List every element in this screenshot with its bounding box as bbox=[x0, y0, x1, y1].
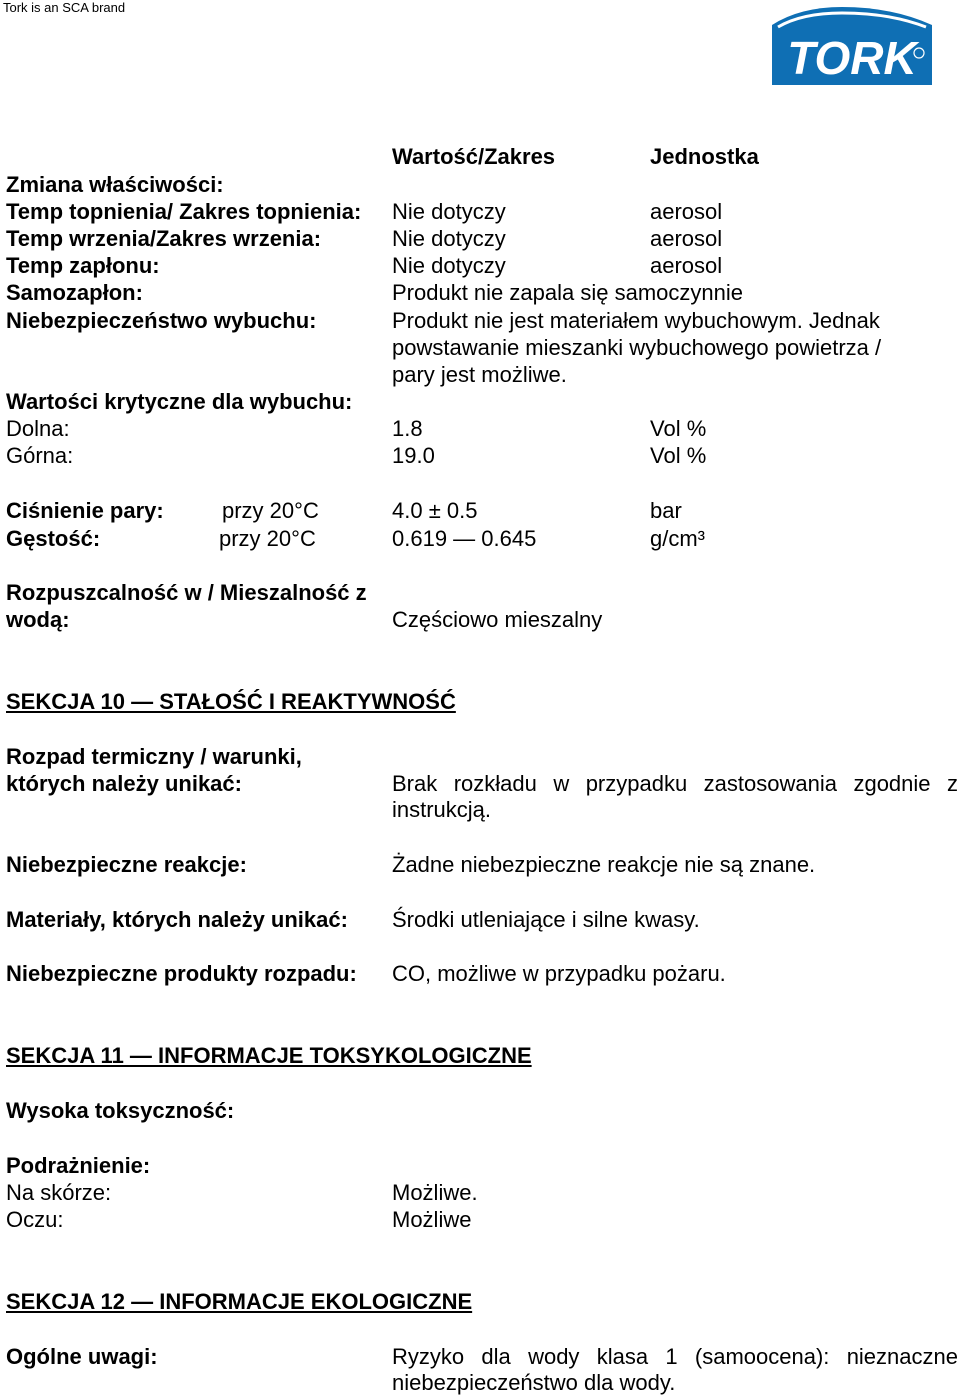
explosion-value-line1: Produkt nie jest materiałem wybuchowym. Jednak bbox=[392, 308, 880, 333]
upper-label: Górna: bbox=[6, 443, 74, 468]
boiling-value: Nie dotyczy bbox=[392, 226, 506, 251]
acute-toxicity-label: Wysoka toksyczność: bbox=[6, 1098, 235, 1123]
tork-logo bbox=[772, 3, 932, 90]
vapor-condition: przy 20°C bbox=[222, 498, 319, 523]
section12-title: SEKCJA 12 — INFORMACJE EKOLOGICZNE bbox=[6, 1289, 473, 1314]
density-condition: przy 20°C bbox=[219, 526, 316, 551]
flash-value: Nie dotyczy bbox=[392, 253, 506, 278]
melting-label: Temp topnienia/ Zakres topnienia: bbox=[6, 199, 362, 224]
explosion-label: Niebezpieczeństwo wybuchu: bbox=[6, 308, 317, 333]
materials-value: Środki utleniające i silne kwasy. bbox=[392, 907, 700, 932]
density-value: 0.619 — 0.645 bbox=[392, 526, 537, 551]
solubility-label-line2: wodą: bbox=[6, 607, 70, 632]
autoignition-value: Produkt nie zapala się samoczynnie bbox=[392, 280, 743, 305]
general-remarks-label: Ogólne uwagi: bbox=[6, 1344, 158, 1369]
materials-label: Materiały, których należy unikać: bbox=[6, 907, 348, 932]
explosion-value-line3: pary jest możliwe. bbox=[392, 362, 567, 387]
properties-title: Zmiana właściwości: bbox=[6, 172, 224, 197]
products-value: CO, możliwe w przypadku pożaru. bbox=[392, 961, 726, 986]
section11-title: SEKCJA 11 — INFORMACJE TOKSYKOLOGICZNE bbox=[6, 1043, 532, 1068]
flash-unit: aerosol bbox=[650, 253, 723, 278]
general-remarks-value: Ryzyko dla wody klasa 1 (samoocena): nieznaczne niebezpieczeństwo dla wody. bbox=[392, 1344, 958, 1395]
density-unit: g/cm³ bbox=[650, 526, 705, 551]
vapor-value: 4.0 ± 0.5 bbox=[392, 498, 478, 523]
vapor-unit: bar bbox=[650, 498, 682, 523]
critical-label: Wartości krytyczne dla wybuchu: bbox=[6, 389, 353, 414]
vapor-label: Ciśnienie pary: bbox=[6, 498, 164, 523]
reactions-label: Niebezpieczne reakcje: bbox=[6, 852, 247, 877]
boiling-unit: aerosol bbox=[650, 226, 723, 251]
irritation-label: Podrażnienie: bbox=[6, 1153, 151, 1178]
lower-value: 1.8 bbox=[392, 416, 423, 441]
upper-unit: Vol % bbox=[650, 443, 707, 468]
solubility-value: Częściowo mieszalny bbox=[392, 607, 603, 632]
skin-label: Na skórze: bbox=[6, 1180, 112, 1205]
melting-unit: aerosol bbox=[650, 199, 723, 224]
lower-unit: Vol % bbox=[650, 416, 707, 441]
column-header-unit: Jednostka bbox=[650, 144, 759, 169]
upper-value: 19.0 bbox=[392, 443, 435, 468]
boiling-label: Temp wrzenia/Zakres wrzenia: bbox=[6, 226, 322, 251]
section10-title: SEKCJA 10 — STAŁOŚĆ I REAKTYWNOŚĆ bbox=[6, 689, 456, 714]
lower-label: Dolna: bbox=[6, 416, 70, 441]
melting-value: Nie dotyczy bbox=[392, 199, 506, 224]
decomp-value: Brak rozkładu w przypadku zastosowania zgodnie z instrukcją. bbox=[392, 771, 958, 822]
autoignition-label: Samozapłon: bbox=[6, 280, 143, 305]
brand-note: Tork is an SCA brand bbox=[3, 0, 126, 15]
decomp-label-line1: Rozpad termiczny / warunki, bbox=[6, 744, 302, 769]
column-header-value: Wartość/Zakres bbox=[392, 144, 556, 169]
explosion-value-line2: powstawanie mieszanki wybuchowego powietrza / bbox=[392, 335, 882, 360]
eyes-label: Oczu: bbox=[6, 1207, 64, 1232]
solubility-label-line1: Rozpuszcalność w / Mieszalność z bbox=[6, 580, 367, 605]
decomp-label-line2: których należy unikać: bbox=[6, 771, 242, 796]
reactions-value: Żadne niebezpieczne reakcje nie są znane. bbox=[392, 852, 816, 877]
logo-text: TORK bbox=[787, 32, 917, 84]
eyes-value: Możliwe bbox=[392, 1207, 472, 1232]
products-label: Niebezpieczne produkty rozpadu: bbox=[6, 961, 357, 986]
skin-value: Możliwe. bbox=[392, 1180, 478, 1205]
density-label: Gęstość: bbox=[6, 526, 101, 551]
flash-label: Temp zapłonu: bbox=[6, 253, 160, 278]
